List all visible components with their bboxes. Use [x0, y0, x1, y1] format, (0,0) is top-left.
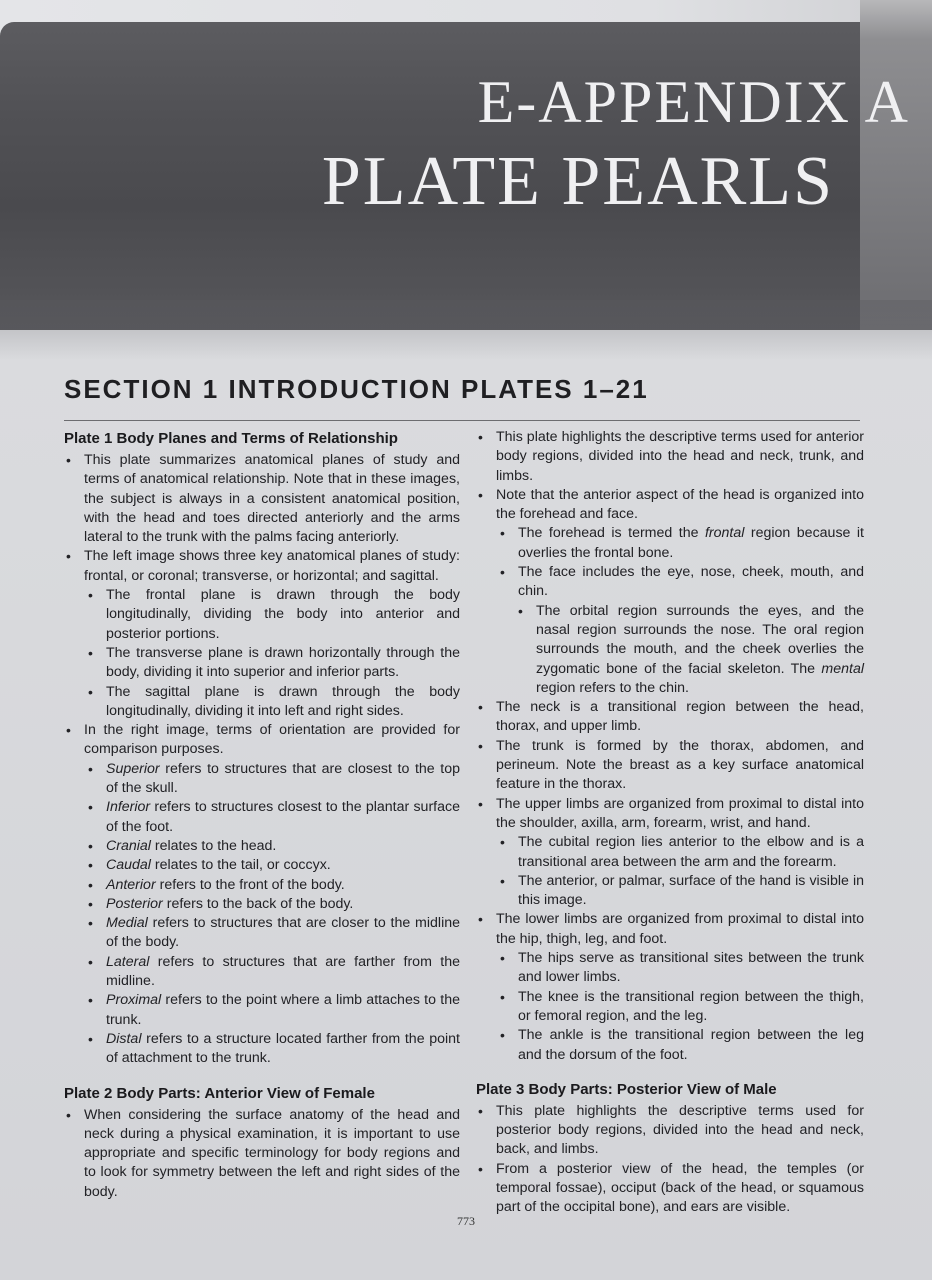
list-item: • The anterior, or palmar, surface of the hand is visible in this image.: [476, 872, 864, 911]
term-item: [64, 798, 460, 837]
list-item: • The transverse plane is drawn horizontally through the body, dividing it into superior and inferior parts.: [64, 644, 460, 683]
list-item: [476, 524, 864, 563]
term: Cranial: [106, 837, 151, 854]
list-item: [476, 602, 864, 698]
term-item: [64, 837, 460, 856]
plate-2-list-start: [64, 1106, 460, 1202]
term: Medial: [106, 915, 148, 932]
term-definition: refers to a structure located farther from the point of attachment to the trunk.: [106, 1030, 460, 1067]
list-item: • The trunk is formed by the thorax, abdomen, and perineum. Note the breast as a key surface anatomical feature in the thorax.: [476, 737, 864, 795]
plate-3-title: Plate 3 Body Parts: Posterior View of Male: [476, 1080, 777, 1098]
term: Anterior: [106, 876, 156, 893]
term-definition: refers to structures closest to the plantar surface of the foot.: [106, 799, 460, 835]
list-item: • The ankle is the transitional region between the leg and the dorsum of the foot.: [476, 1026, 864, 1065]
list-item: • The sagittal plane is drawn through the body longitudinally, dividing it into left and right sides.: [64, 683, 460, 722]
list-item: • Note that the anterior aspect of the head is organized into the forehead and face.: [476, 486, 864, 525]
list-item: • The frontal plane is drawn through the body longitudinally, dividing the body into anterior and posterior portions.: [64, 586, 460, 644]
list-item: • The knee is the transitional region between the thigh, or femoral region, and the leg.: [476, 988, 864, 1027]
term-definition: refers to structures that are closest to the top of the skull.: [106, 760, 460, 797]
term-item: [64, 991, 460, 1030]
right-column: [476, 428, 864, 1218]
list-item: • This plate highlights the descriptive terms used for anterior body regions, divided into the head and neck, trunk, and limbs.: [476, 428, 864, 486]
list-item: • In the right image, terms of orientation are provided for comparison purposes.: [64, 721, 460, 760]
term-item: [64, 856, 460, 875]
plate-3-list: [476, 1102, 864, 1218]
term-definition: refers to the front of the body.: [155, 876, 345, 893]
appendix-title: PLATE PEARLS: [321, 143, 834, 220]
term: Posterior: [106, 895, 163, 912]
page-number: 773: [457, 1214, 475, 1228]
list-item: • This plate summarizes anatomical planes of study and terms of anatomical relationship. Note that in these images, the subject is always in a consistent anatomical position, with the head and toes directed anteriorly and the arms lateral to the trunk with the palms facing anteriorly.: [64, 451, 460, 547]
list-item: • The cubital region lies anterior to the elbow and is a transitional area between the arm and the forearm.: [476, 833, 864, 872]
banner-title: [322, 70, 910, 222]
text-segment: The forehead is termed the: [518, 525, 705, 542]
term-item: [64, 914, 460, 953]
term-item: [64, 760, 460, 799]
term: Distal: [106, 1030, 142, 1047]
list-item: • The left image shows three key anatomical planes of study: frontal, or coronal; transverse, or horizontal; and sagittal.: [64, 547, 460, 586]
left-column: [64, 428, 460, 1202]
list-item: • The hips serve as transitional sites between the trunk and lower limbs.: [476, 949, 864, 988]
term-definition: refers to structures that are farther from the midline.: [106, 953, 460, 990]
appendix-label: E-APPENDIX A: [477, 69, 910, 135]
list-item: • The upper limbs are organized from proximal to distal into the shoulder, axilla, arm, forearm, wrist, and hand.: [476, 795, 864, 834]
list-item: • The neck is a transitional region between the head, thorax, and upper limb.: [476, 698, 864, 737]
term: frontal: [704, 525, 745, 542]
term-item: [64, 1030, 460, 1069]
term-definition: refers to the back of the body.: [162, 895, 354, 912]
plate-2-title: Plate 2 Body Parts: Anterior View of Female: [64, 1084, 375, 1102]
term: Caudal: [106, 857, 151, 874]
section-heading: SECTION 1 INTRODUCTION PLATES 1–21: [64, 374, 649, 404]
text-segment: region because it overlies the frontal bone.: [518, 525, 865, 561]
plate-1-title: Plate 1 Body Planes and Terms of Relationship: [64, 430, 398, 447]
list-item: • From a posterior view of the head, the temples (or temporal fossae), occiput (back of the head, or squamous part of the occipital bone), and ears are visible.: [476, 1160, 864, 1218]
plate-2-list-continued: [476, 428, 864, 1065]
term-definition: refers to the point where a limb attaches to the trunk.: [106, 992, 460, 1028]
term: Superior: [106, 760, 160, 777]
term: Proximal: [106, 992, 162, 1009]
term: Inferior: [106, 799, 151, 816]
term-item: [64, 953, 460, 992]
section-rule: [64, 420, 860, 421]
text-segment: The orbital region surrounds the eyes, and the nasal region surrounds the nose. The oral region surrounds the mouth, and the cheek overlies the zygomatic bone of the facial skeleton. The: [536, 602, 864, 677]
banner-shadow: [0, 300, 932, 360]
term-definition: relates to the head.: [150, 837, 277, 854]
term: mental: [821, 660, 864, 677]
term-definition: relates to the tail, or coccyx.: [150, 857, 331, 874]
text-segment: region refers to the chin.: [536, 679, 689, 696]
list-item: • The face includes the eye, nose, cheek, mouth, and chin.: [476, 563, 864, 602]
list-item: • The lower limbs are organized from proximal to distal into the hip, thigh, leg, and foot.: [476, 910, 864, 949]
term-item: [64, 895, 460, 914]
list-item: • When considering the surface anatomy of the head and neck during a physical examination, it is important to use appropriate and specific terminology for body regions and to look for symmetry between the left and right sides of the body.: [64, 1106, 460, 1202]
plate-1-list: [64, 451, 460, 1069]
term: Lateral: [106, 953, 150, 970]
term-item: [64, 876, 460, 895]
list-item: • This plate highlights the descriptive terms used for posterior body regions, divided into the head and neck, back, and limbs.: [476, 1102, 864, 1160]
term-definition: refers to structures that are closer to the midline of the body.: [106, 915, 460, 951]
